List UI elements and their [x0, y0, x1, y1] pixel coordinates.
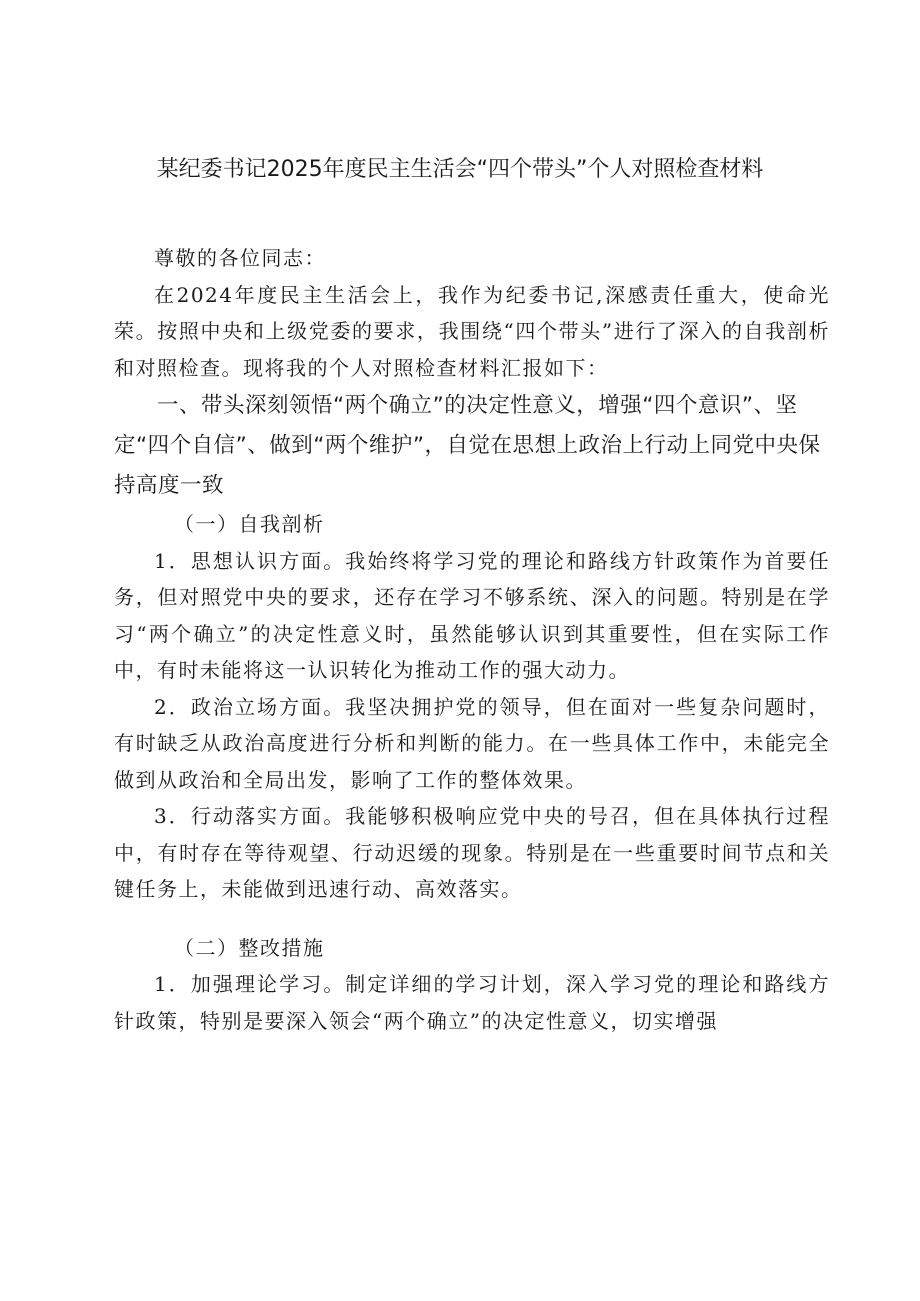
intro-paragraph: 在2024年度民主生活会上，我作为纪委书记,深感责任重大，使命光荣。按照中央和上级党委的要求，我围绕“四个带头”进行了深入的自我剖析和对照检查。现将我的个人对照检查材料汇报如下：: [114, 282, 830, 380]
paragraph-gap: [114, 908, 830, 930]
salutation: 尊敬的各位同志：: [154, 246, 326, 270]
self-analysis-item-3: 3．行动落实方面。我能够积极响应党中央的号召，但在具体执行过程中，有时存在等待观望、行动迟缓的现象。特别是在一些重要时间节点和关键任务上，未能做到迅速行动、高效落实。: [114, 804, 830, 901]
self-analysis-item-2: 2．政治立场方面。我坚决拥护党的领导，但在面对一些复杂问题时，有时缺乏从政治高度进行分析和判断的能力。在一些具体工作中，未能完全做到从政治和全局出发，影响了工作的整体效果。: [114, 694, 830, 792]
subsection-heading-rectification: （二）整改措施: [174, 935, 325, 960]
section-heading-1: 一、带头深刻领悟“两个确立”的决定性意义，增强“四个意识”、坚定“四个自信”、做到“两个维护”，自觉在思想上政治上行动上同党中央保持高度一致: [114, 393, 821, 498]
subsection-heading-self-analysis: （一）自我剖析: [174, 512, 325, 536]
rectification-item-1: 1．加强理论学习。制定详细的学习计划，深入学习党的理论和路线方针政策，特别是要深入领会“两个确立”的决定性意义，切实增强: [114, 972, 830, 1033]
document-body: [114, 240, 830, 1039]
document-title: 某纪委书记2025年度民主生活会“四个带头”个人对照检查材料: [156, 157, 764, 182]
self-analysis-item-1: 1．思想认识方面。我始终将学习党的理论和路线方针政策作为首要任务，但对照党中央的要求，还存在学习不够系统、深入的问题。特别是在学习“两个确立”的决定性意义时，虽然能够认识到其重要性，但在实际工作中，有时未能将这一认识转化为推动工作的强大动力。: [114, 548, 830, 682]
